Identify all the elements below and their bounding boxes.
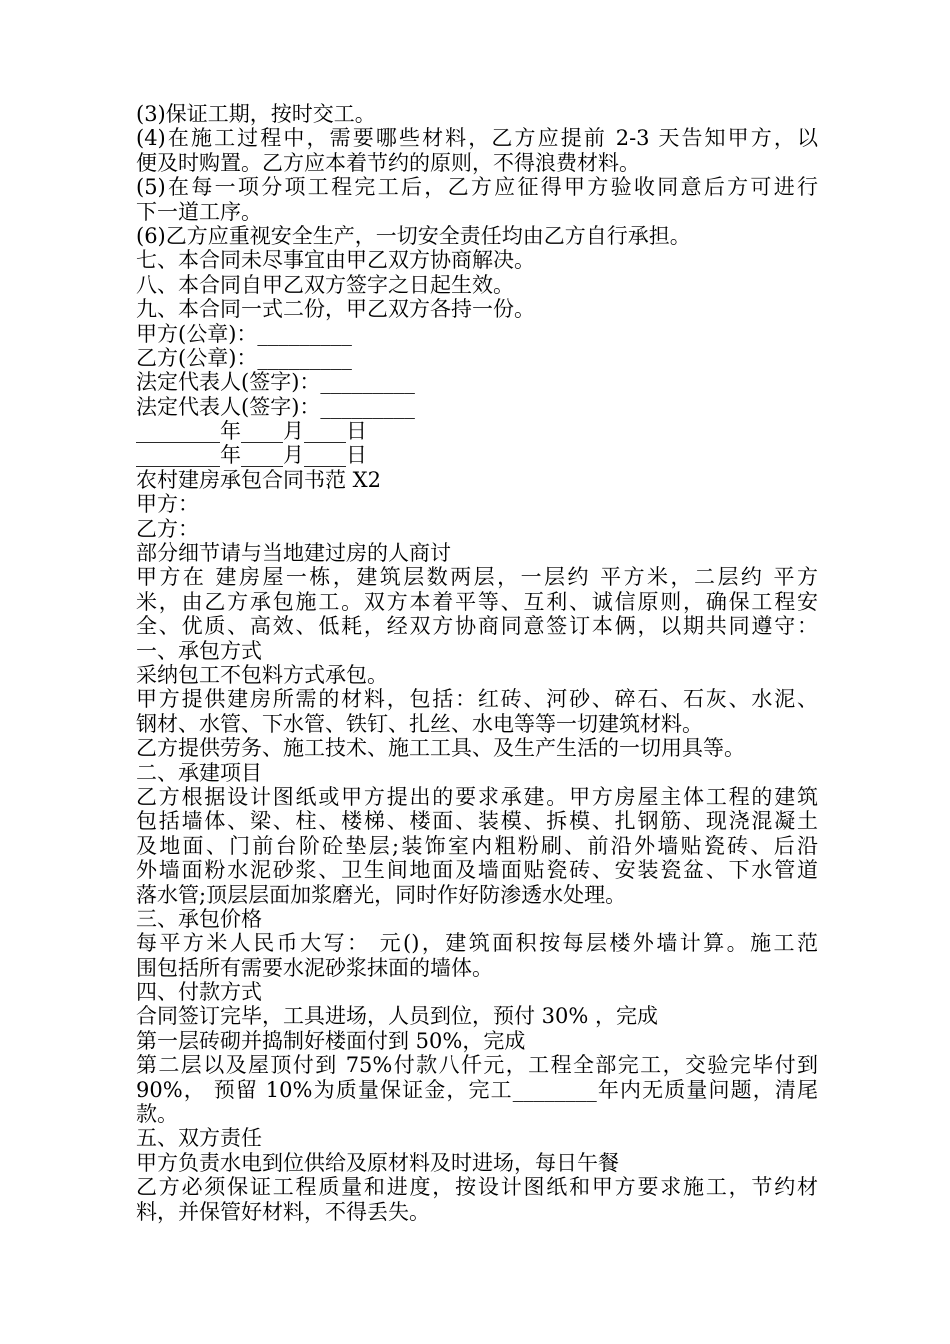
document-line: 米，由乙方承包施工。双方本着平等、互利、诚信原则，确保工程安 xyxy=(136,589,818,614)
document-line: 围包括所有需要水泥砂浆抹面的墙体。 xyxy=(136,955,493,980)
document-line: 落水管;顶层层面加浆磨光，同时作好防渗透水处理。 xyxy=(136,882,627,907)
document-line: 三、承包价格 xyxy=(136,906,262,931)
document-line: ________年____月____日 xyxy=(136,443,367,468)
document-line: 八、本合同自甲乙双方签字之日起生效。 xyxy=(136,272,514,297)
document-line: 及地面、门前台阶砼垫层;装饰室内粗粉刷、前沿外墙贴瓷砖、后沿 xyxy=(136,833,818,858)
document-line: 甲方提供建房所需的材料，包括：红砖、河砂、碎石、石灰、水泥、 xyxy=(136,687,818,712)
document-line: 法定代表人(签字)：_________ xyxy=(136,370,415,395)
document-line: (3)保证工期，按时交工。 xyxy=(136,102,376,126)
document-line: 合同签订完毕，工具进场，人员到位，预付 30% ，完成 xyxy=(136,1004,659,1029)
document-line: 乙方根据设计图纸或甲方提出的要求承建。甲方房屋主体工程的建筑 xyxy=(136,784,818,809)
document-line: 下一道工序。 xyxy=(136,199,262,224)
document-line: (6)乙方应重视安全生产，一切安全责任均由乙方自行承担。 xyxy=(136,223,691,248)
document-line: 乙方必须保证工程质量和进度，按设计图纸和甲方要求施工，节约材 xyxy=(136,1175,818,1200)
document-line: 每平方米人民币大写： 元()，建筑面积按每层楼外墙计算。施工范 xyxy=(136,931,818,956)
document-line: 甲方在 建房屋一栋，建筑层数两层，一层约 平方米，二层约 平方 xyxy=(136,565,818,590)
document-line: 乙方提供劳务、施工技术、施工工具、及生产生活的一切用具等。 xyxy=(136,736,745,761)
document-body xyxy=(136,102,818,1224)
document-line: 便及时购置。乙方应本着节约的原则，不得浪费材料。 xyxy=(136,150,640,175)
document-line: 乙方： xyxy=(136,516,199,541)
document-line: 部分细节请与当地建过房的人商讨 xyxy=(136,541,451,566)
document-line: 料，并保管好材料，不得丢失。 xyxy=(136,1199,430,1224)
document-line: 外墙面粉水泥砂浆、卫生间地面及墙面贴瓷砖、安装瓷盆、下水管道 xyxy=(136,858,818,883)
document-line: (4)在施工过程中，需要哪些材料，乙方应提前 2-3 天告知甲方，以 xyxy=(136,126,818,151)
document-line: 包括墙体、梁、柱、楼梯、楼面、装模、拆模、扎钢筋、现浇混凝土 xyxy=(136,809,818,834)
document-line: 九、本合同一式二份，甲乙双方各持一份。 xyxy=(136,297,535,322)
document-line: 农村建房承包合同书范 X2 xyxy=(136,467,381,492)
document-line: 全、优质、高效、低耗，经双方协商同意签订本俩，以期共同遵守： xyxy=(136,614,818,639)
document-line: 第二层以及屋顶付到 75%付款八仟元，工程全部完工，交验完毕付到 xyxy=(136,1053,818,1078)
document-line: 二、承建项目 xyxy=(136,760,262,785)
document-line: ________年____月____日 xyxy=(136,419,367,444)
document-line: 第一层砖砌并捣制好楼面付到 50%，完成 xyxy=(136,1028,526,1053)
document-line: 采纳包工不包料方式承包。 xyxy=(136,662,388,687)
document-line: 法定代表人(签字)：_________ xyxy=(136,394,415,419)
document-line: (5)在每一项分项工程完工后，乙方应征得甲方验收同意后方可进行 xyxy=(136,175,818,200)
document-line: 甲方(公章)：_________ xyxy=(136,321,352,346)
document-line: 七、本合同未尽事宜由甲乙双方协商解决。 xyxy=(136,248,535,273)
document-line: 甲方负责水电到位供给及原材料及时进场，每日午餐 xyxy=(136,1150,619,1175)
document-line: 一、承包方式 xyxy=(136,638,262,663)
document-line: 甲方： xyxy=(136,492,199,517)
document-line: 五、双方责任 xyxy=(136,1126,262,1151)
document-line: 90%， 预留 10%为质量保证金，完工________年内无质量问题，清尾 xyxy=(136,1077,818,1102)
document-line: 钢材、水管、下水管、铁钉、扎丝、水电等等一切建筑材料。 xyxy=(136,711,703,736)
document-line: 款。 xyxy=(136,1102,178,1127)
document-line: 四、付款方式 xyxy=(136,980,262,1005)
document-line: 乙方(公章)：_________ xyxy=(136,345,352,370)
document-page xyxy=(136,102,818,1224)
